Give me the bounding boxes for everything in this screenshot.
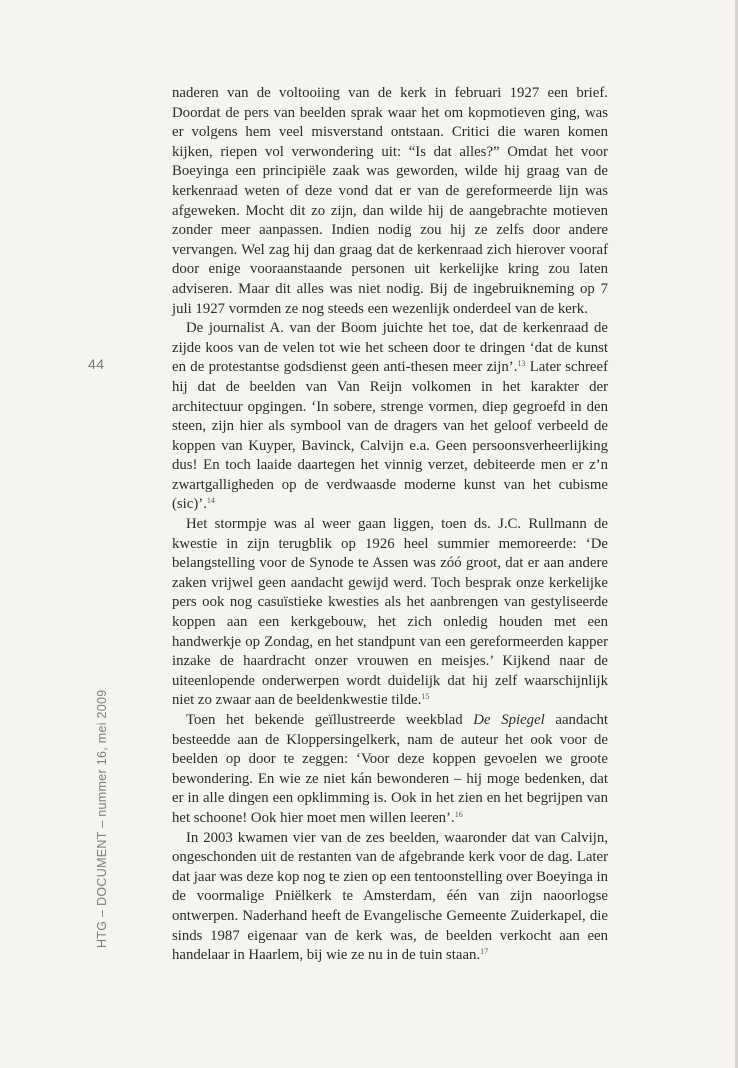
text-run: Het stormpje was al weer gaan liggen, toen ds. J.C. Rullmann de kwestie in zijn terugblik op 1926 heel summier memoreerde: ‘De belangstelling voor de Synode te Assen was zóó groot, dat er aan andere zaken vrijwel geen aandacht gewijd werd. Toch besprak onze kerkelijke pers ook nog casuïstieke kwesties als het aanbrengen van gestyliseerde koppen aan een kerkgebouw, het zich onledig houden met een handwerkje op Zondag, en het standpunt van een gereformeerden kapper inzake de haardracht onzer vrouwen en meisjes.’ Kijkend naar de uiteenlopende onderwerpen wordt duidelijk dat hij zelf waarschijnlijk niet zo zwaar aan de beeldenkwestie tilde. <box>172 516 608 709</box>
publication-title: De Spiegel <box>473 712 545 728</box>
footnote-marker: 17 <box>480 947 489 957</box>
text-run: In 2003 kwamen vier van de zes beelden, waaronder dat van Calvijn, ongeschonden uit de restanten van de afgebrande kerk voor de dag. Later dat jaar was deze kop nog te zien op een tentoonstelling over Boeyinga in de voormalige Pniëlkerk te Amsterdam, één van zijn naoorlogse ontwerpen. Naderhand heeft de Evangelische Gemeente Zuiderkapel, die sinds 1987 eigenaar van de kerk was, de beelden verkocht aan een handelaar in Haarlem, bij wie ze nu in de tuin staan. <box>172 829 608 964</box>
footnote-marker: 13 <box>517 359 526 369</box>
paragraph <box>172 84 608 319</box>
paragraph <box>172 515 608 711</box>
footnote-marker: 14 <box>206 496 215 506</box>
text-run: aandacht besteedde aan de Kloppersingelkerk, nam de auteur het ook voor de beelden op door te zeggen: ‘Voor deze koppen gevoelen we groote bewondering. En wie ze niet kán bewonderen – hij moge bedenken, dat er in alle dingen een opklimming is. Ook in het zien en het begrijpen van het schoone! Ook hier moet men willen leeren’. <box>172 712 608 826</box>
paragraph <box>172 829 608 966</box>
body-text <box>172 84 608 966</box>
text-run: Toen het bekende geïllustreerde weekblad <box>186 712 474 728</box>
text-run: Later schreef hij dat de beelden van Van Reijn volkomen in het karakter der architectuur opgingen. ‘In sobere, strenge vormen, diep gegroefd in den steen, zijn hier als symbool van de dragers van het geloof verbeeld de koppen van Kuyper, Bavinck, Calvijn e.a. Geen persoonsverheerlijking dus! En toch laaide daartegen het vinnig verzet, debiteerde men er z’n zwartgalligheden op de verdwaasde moderne kunst van het cubisme (sic)’. <box>172 359 608 513</box>
footnote-marker: 15 <box>421 692 430 702</box>
paragraph <box>172 319 608 515</box>
text-run: naderen van de voltooiing van de kerk in februari 1927 een brief. Doordat de pers van beelden sprak waar het om kopmotieven ging, was er volgens hem veel misverstand ontstaan. Critici die waren komen kijken, riepen vol verwondering uit: “Is dat alles?” Omdat het voor Boeyinga een principiële zaak was geworden, wilde hij graag van de kerkenraad weten of deze vond dat er van de gereformeerde lijn was afgeweken. Mocht dit zo zijn, dan wilde hij de aangebrachte motieven zonder meer aanpassen. Indien nodig zou hij ze zelfs door andere vervangen. Wel zag hij dan graag dat de kerkenraad zich hierover vooraf door enige vooraanstaande personen uit kerkelijke kring zou laten adviseren. Maar dit alles was niet nodig. Bij de ingebruikneming op 7 juli 1927 vormden ze nog steeds een wezenlijk onderdeel van de kerk. <box>172 85 608 317</box>
running-footer: HTG – DOCUMENT – nummer 16, mei 2009 <box>95 689 109 948</box>
page-number: 44 <box>88 356 105 372</box>
paragraph <box>172 711 608 829</box>
footnote-marker: 16 <box>454 809 463 819</box>
text-run: De journalist A. van der Boom juichte het toe, dat de kerkenraad de zijde koos van de velen tot wie het scheen door te dringen ‘dat de kunst en de protestantse godsdienst geen anti-thesen meer zijn’. <box>172 320 608 376</box>
